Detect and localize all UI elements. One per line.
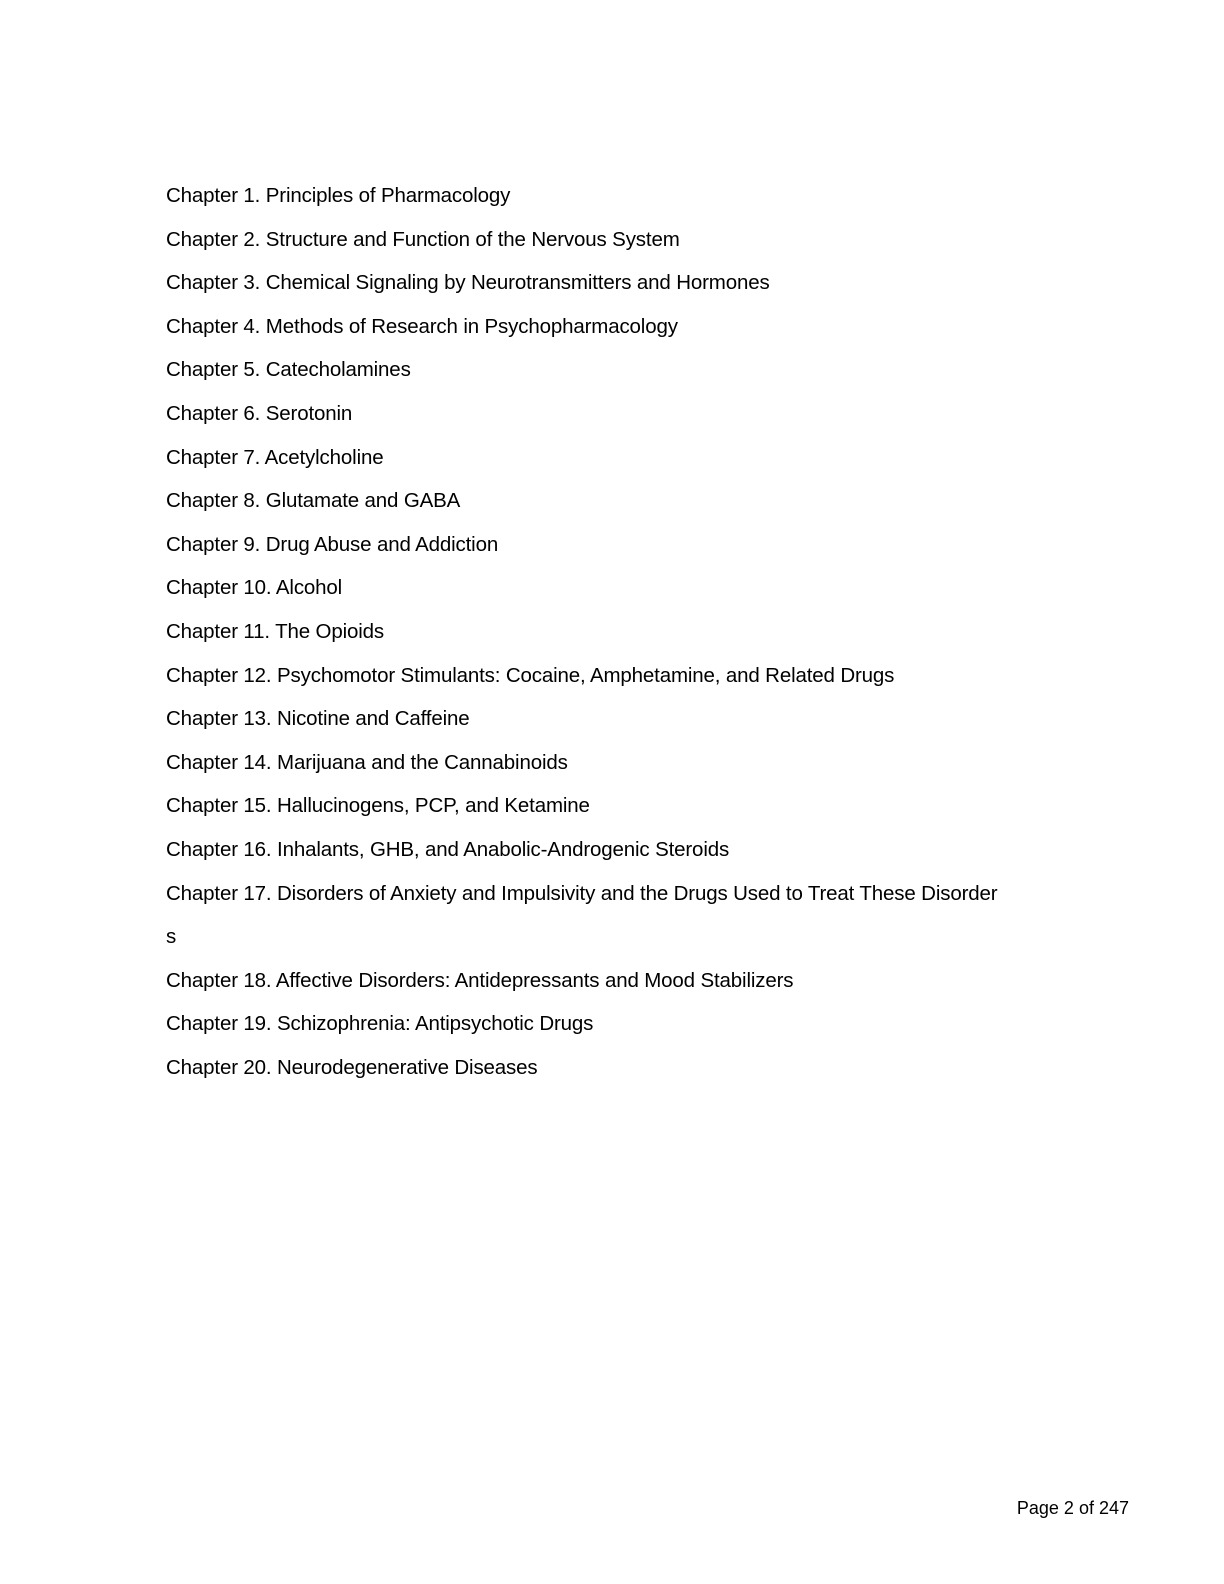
- toc-line-chapter-2: Chapter 2. Structure and Function of the Nervous System: [166, 227, 680, 251]
- toc-line-chapter-20: Chapter 20. Neurodegenerative Diseases: [166, 1055, 538, 1079]
- toc-line-chapter-17: Chapter 17. Disorders of Anxiety and Impulsivity and the Drugs Used to Treat These Disorder: [166, 881, 998, 905]
- toc-line-chapter-7: Chapter 7. Acetylcholine: [166, 445, 384, 469]
- toc-line-chapter-9: Chapter 9. Drug Abuse and Addiction: [166, 532, 499, 556]
- toc-line-chapter-3: Chapter 3. Chemical Signaling by Neurotransmitters and Hormones: [166, 271, 770, 295]
- toc-line-chapter-12: Chapter 12. Psychomotor Stimulants: Cocaine, Amphetamine, and Related Drugs: [166, 663, 895, 687]
- toc-line-chapter-1: Chapter 1. Principles of Pharmacology: [166, 184, 511, 207]
- toc-line-chapter-5: Chapter 5. Catecholamines: [166, 358, 411, 382]
- toc-line-chapter-13: Chapter 13. Nicotine and Caffeine: [166, 707, 470, 731]
- toc-line-chapter-17-wrap: s: [166, 925, 177, 949]
- toc-line-chapter-19: Chapter 19. Schizophrenia: Antipsychotic Drugs: [166, 1012, 594, 1036]
- toc-line-chapter-15: Chapter 15. Hallucinogens, PCP, and Ketamine: [166, 794, 590, 818]
- toc-line-chapter-4: Chapter 4. Methods of Research in Psychopharmacology: [166, 314, 678, 338]
- table-of-contents: [166, 181, 1066, 1096]
- toc-line-chapter-18: Chapter 18. Affective Disorders: Antidepressants and Mood Stabilizers: [166, 968, 794, 992]
- toc-line-chapter-8: Chapter 8. Glutamate and GABA: [166, 489, 461, 513]
- toc-line-chapter-6: Chapter 6. Serotonin: [166, 401, 353, 425]
- toc-line-chapter-11: Chapter 11. The Opioids: [166, 619, 385, 643]
- toc-line-chapter-14: Chapter 14. Marijuana and the Cannabinoids: [166, 750, 568, 774]
- toc-line-chapter-16: Chapter 16. Inhalants, GHB, and Anabolic-Androgenic Steroids: [166, 837, 730, 861]
- toc-line-chapter-10: Chapter 10. Alcohol: [166, 576, 343, 600]
- page-number: Page 2 of 247: [1016, 1498, 1129, 1518]
